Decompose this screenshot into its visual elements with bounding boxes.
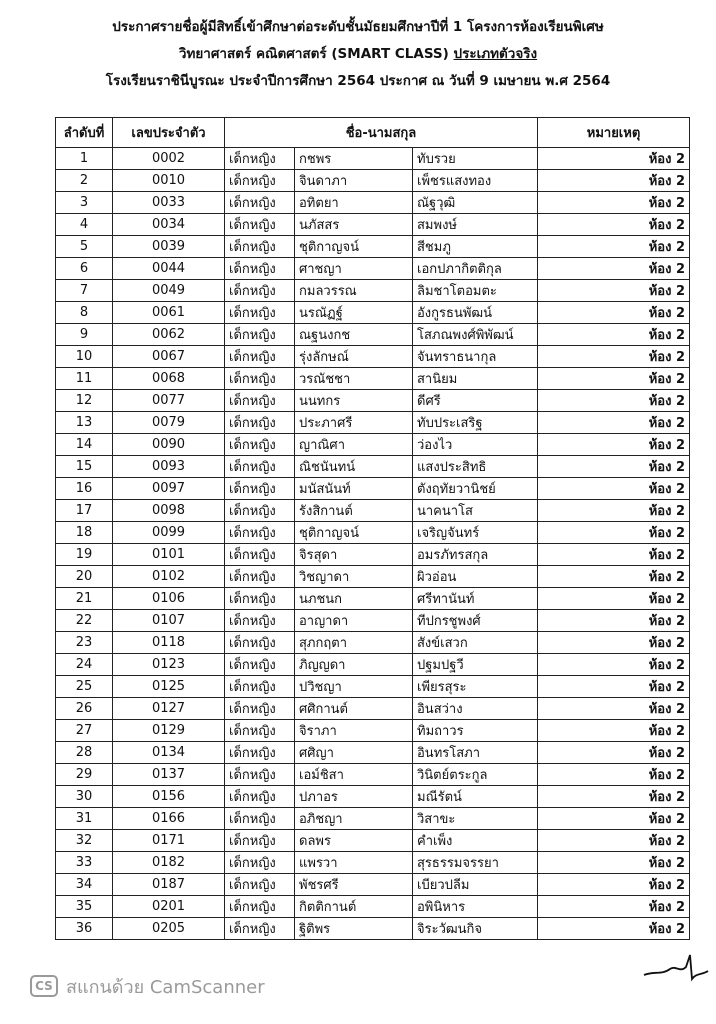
cell-student-id: 0101 — [113, 544, 225, 566]
cell-first-name: ณิชนันทน์ — [295, 456, 413, 478]
cell-last-name: โสภณพงศ์พิพัฒน์ — [413, 324, 538, 346]
cell-first-name: นรณัฏฐ์ — [295, 302, 413, 324]
cell-last-name: เอกปภากิตติกุล — [413, 258, 538, 280]
cell-title-prefix: เด็กหญิง — [225, 412, 295, 434]
cell-title-prefix: เด็กหญิง — [225, 896, 295, 918]
table-row — [56, 566, 690, 588]
cell-student-id: 0062 — [113, 324, 225, 346]
cell-remark: ห้อง 2 — [538, 786, 690, 808]
cell-remark: ห้อง 2 — [538, 742, 690, 764]
cell-student-id: 0205 — [113, 918, 225, 940]
cell-first-name: ปภาอร — [295, 786, 413, 808]
cell-last-name: นาคนาโส — [413, 500, 538, 522]
cell-title-prefix: เด็กหญิง — [225, 654, 295, 676]
cell-title-prefix: เด็กหญิง — [225, 588, 295, 610]
cell-title-prefix: เด็กหญิง — [225, 522, 295, 544]
cell-remark: ห้อง 2 — [538, 852, 690, 874]
cell-title-prefix: เด็กหญิง — [225, 742, 295, 764]
cell-first-name: มนัสนันท์ — [295, 478, 413, 500]
table-row — [56, 544, 690, 566]
table-row — [56, 324, 690, 346]
cell-student-id: 0134 — [113, 742, 225, 764]
cell-remark: ห้อง 2 — [538, 522, 690, 544]
cell-order-number: 34 — [56, 874, 113, 896]
cell-student-id: 0098 — [113, 500, 225, 522]
cell-title-prefix: เด็กหญิง — [225, 786, 295, 808]
document-header — [0, 14, 716, 95]
cell-order-number: 36 — [56, 918, 113, 940]
cell-last-name: ตังฤทัยวานิชย์ — [413, 478, 538, 500]
cell-title-prefix: เด็กหญิง — [225, 478, 295, 500]
cell-remark: ห้อง 2 — [538, 632, 690, 654]
cell-last-name: ทับประเสริฐ — [413, 412, 538, 434]
cell-order-number: 9 — [56, 324, 113, 346]
cell-order-number: 15 — [56, 456, 113, 478]
table-row — [56, 742, 690, 764]
cell-student-id: 0171 — [113, 830, 225, 852]
cell-order-number: 14 — [56, 434, 113, 456]
cell-student-id: 0039 — [113, 236, 225, 258]
cell-last-name: สมพงษ์ — [413, 214, 538, 236]
cell-remark: ห้อง 2 — [538, 588, 690, 610]
table-row — [56, 214, 690, 236]
cell-last-name: สีชมภู — [413, 236, 538, 258]
table-row — [56, 588, 690, 610]
cell-order-number: 27 — [56, 720, 113, 742]
cell-remark: ห้อง 2 — [538, 830, 690, 852]
table-row — [56, 456, 690, 478]
cell-remark: ห้อง 2 — [538, 192, 690, 214]
cell-last-name: อพินิหาร — [413, 896, 538, 918]
cell-last-name: สุรธรรมจรรยา — [413, 852, 538, 874]
table-row — [56, 170, 690, 192]
cell-order-number: 19 — [56, 544, 113, 566]
cell-last-name: มณีรัตน์ — [413, 786, 538, 808]
cell-title-prefix: เด็กหญิง — [225, 346, 295, 368]
cell-first-name: พัชรศรี — [295, 874, 413, 896]
cell-order-number: 25 — [56, 676, 113, 698]
cell-first-name: ประภาศรี — [295, 412, 413, 434]
cell-title-prefix: เด็กหญิง — [225, 544, 295, 566]
cell-first-name: ศศิญา — [295, 742, 413, 764]
cell-last-name: ทิมถาวร — [413, 720, 538, 742]
table-row — [56, 412, 690, 434]
cell-remark: ห้อง 2 — [538, 500, 690, 522]
cell-remark: ห้อง 2 — [538, 302, 690, 324]
cell-last-name: ปฐมปฐวี — [413, 654, 538, 676]
cell-first-name: อทิตยา — [295, 192, 413, 214]
cell-student-id: 0123 — [113, 654, 225, 676]
cell-last-name: อังกูรธนพัฒน์ — [413, 302, 538, 324]
cell-remark: ห้อง 2 — [538, 918, 690, 940]
cell-order-number: 29 — [56, 764, 113, 786]
cell-first-name: เอม์ชิสา — [295, 764, 413, 786]
cell-remark: ห้อง 2 — [538, 544, 690, 566]
cell-last-name: ผิวอ่อน — [413, 566, 538, 588]
cell-first-name: จินดาภา — [295, 170, 413, 192]
cell-remark: ห้อง 2 — [538, 456, 690, 478]
cell-student-id: 0107 — [113, 610, 225, 632]
table-row — [56, 148, 690, 170]
cell-student-id: 0129 — [113, 720, 225, 742]
cell-last-name: จิระวัฒนกิจ — [413, 918, 538, 940]
cell-order-number: 10 — [56, 346, 113, 368]
cell-order-number: 4 — [56, 214, 113, 236]
cell-student-id: 0127 — [113, 698, 225, 720]
cell-student-id: 0002 — [113, 148, 225, 170]
cell-title-prefix: เด็กหญิง — [225, 610, 295, 632]
cell-order-number: 23 — [56, 632, 113, 654]
category-label: ประเภทตัวจริง — [453, 46, 538, 62]
cell-first-name: อาญาดา — [295, 610, 413, 632]
cell-title-prefix: เด็กหญิง — [225, 258, 295, 280]
cell-title-prefix: เด็กหญิง — [225, 302, 295, 324]
cell-title-prefix: เด็กหญิง — [225, 324, 295, 346]
cell-last-name: ณัฐวุฒิ — [413, 192, 538, 214]
cell-first-name: ภิญญดา — [295, 654, 413, 676]
table-row — [56, 764, 690, 786]
cell-order-number: 32 — [56, 830, 113, 852]
cell-first-name: นภัสสร — [295, 214, 413, 236]
program-name: วิทยาศาสตร์ คณิตศาสตร์ (SMART CLASS) — [178, 46, 454, 62]
table-row — [56, 434, 690, 456]
cell-first-name: ชุติกาญจน์ — [295, 522, 413, 544]
cell-order-number: 35 — [56, 896, 113, 918]
cell-first-name: รังสิกานต์ — [295, 500, 413, 522]
cell-student-id: 0102 — [113, 566, 225, 588]
cell-student-id: 0093 — [113, 456, 225, 478]
cell-student-id: 0201 — [113, 896, 225, 918]
table-row — [56, 830, 690, 852]
cell-first-name: จิรสุดา — [295, 544, 413, 566]
cell-remark: ห้อง 2 — [538, 874, 690, 896]
cell-remark: ห้อง 2 — [538, 896, 690, 918]
cell-last-name: เบียวปลีม — [413, 874, 538, 896]
cell-remark: ห้อง 2 — [538, 368, 690, 390]
table-row — [56, 654, 690, 676]
cell-title-prefix: เด็กหญิง — [225, 632, 295, 654]
cell-last-name: สานิยม — [413, 368, 538, 390]
cell-remark: ห้อง 2 — [538, 170, 690, 192]
cell-last-name: อินทรโสภา — [413, 742, 538, 764]
cell-order-number: 5 — [56, 236, 113, 258]
cell-remark: ห้อง 2 — [538, 654, 690, 676]
table-row — [56, 368, 690, 390]
table-row — [56, 280, 690, 302]
cell-remark: ห้อง 2 — [538, 764, 690, 786]
cell-order-number: 26 — [56, 698, 113, 720]
cell-remark: ห้อง 2 — [538, 390, 690, 412]
cell-order-number: 3 — [56, 192, 113, 214]
cell-order-number: 24 — [56, 654, 113, 676]
cell-remark: ห้อง 2 — [538, 610, 690, 632]
cell-title-prefix: เด็กหญิง — [225, 390, 295, 412]
cell-last-name: เพียรสุระ — [413, 676, 538, 698]
table-row — [56, 852, 690, 874]
cell-order-number: 21 — [56, 588, 113, 610]
cell-last-name: ดีศรี — [413, 390, 538, 412]
cell-student-id: 0077 — [113, 390, 225, 412]
table-row — [56, 390, 690, 412]
cell-student-id: 0166 — [113, 808, 225, 830]
cell-remark: ห้อง 2 — [538, 698, 690, 720]
cell-last-name: จันทราธนากุล — [413, 346, 538, 368]
cell-first-name: แพรวา — [295, 852, 413, 874]
cell-last-name: แสงประสิทธิ — [413, 456, 538, 478]
cell-student-id: 0049 — [113, 280, 225, 302]
cell-first-name: ดลพร — [295, 830, 413, 852]
cell-first-name: นนทกร — [295, 390, 413, 412]
cell-remark: ห้อง 2 — [538, 258, 690, 280]
cell-order-number: 31 — [56, 808, 113, 830]
table-row — [56, 500, 690, 522]
table-row — [56, 610, 690, 632]
cell-student-id: 0079 — [113, 412, 225, 434]
cell-last-name: วิสาขะ — [413, 808, 538, 830]
table-row — [56, 632, 690, 654]
cell-remark: ห้อง 2 — [538, 676, 690, 698]
announcement-title: ประกาศรายชื่อผู้มีสิทธิ์เข้าศึกษาต่อระดับชั้นมัธยมศึกษาปีที่ 1 โครงการห้องเรียนพิเศษ — [112, 19, 604, 35]
table-row — [56, 896, 690, 918]
cell-student-id: 0118 — [113, 632, 225, 654]
table-row — [56, 346, 690, 368]
cell-first-name: ศาชญา — [295, 258, 413, 280]
cell-student-id: 0106 — [113, 588, 225, 610]
signature-mark — [640, 945, 710, 985]
cell-title-prefix: เด็กหญิง — [225, 192, 295, 214]
cell-order-number: 2 — [56, 170, 113, 192]
cell-title-prefix: เด็กหญิง — [225, 170, 295, 192]
cell-student-id: 0125 — [113, 676, 225, 698]
cell-order-number: 17 — [56, 500, 113, 522]
cell-title-prefix: เด็กหญิง — [225, 236, 295, 258]
cell-title-prefix: เด็กหญิง — [225, 874, 295, 896]
cell-title-prefix: เด็กหญิง — [225, 764, 295, 786]
cell-remark: ห้อง 2 — [538, 346, 690, 368]
cell-last-name: สังข์เสวก — [413, 632, 538, 654]
cell-order-number: 16 — [56, 478, 113, 500]
cell-title-prefix: เด็กหญิง — [225, 918, 295, 940]
column-header-remark: หมายเหตุ — [538, 118, 690, 148]
watermark-text: สแกนด้วย CamScanner — [66, 976, 265, 998]
cell-title-prefix: เด็กหญิง — [225, 500, 295, 522]
cell-first-name: ญาณิศา — [295, 434, 413, 456]
cell-student-id: 0156 — [113, 786, 225, 808]
cell-student-id: 0182 — [113, 852, 225, 874]
table-row — [56, 874, 690, 896]
cell-order-number: 30 — [56, 786, 113, 808]
cell-order-number: 18 — [56, 522, 113, 544]
program-line — [0, 41, 716, 68]
cell-order-number: 7 — [56, 280, 113, 302]
cell-title-prefix: เด็กหญิง — [225, 566, 295, 588]
cell-first-name: ศศิกานต์ — [295, 698, 413, 720]
cell-title-prefix: เด็กหญิง — [225, 456, 295, 478]
cell-remark: ห้อง 2 — [538, 412, 690, 434]
cell-first-name: วิชญาดา — [295, 566, 413, 588]
table-row — [56, 918, 690, 940]
cell-last-name: อมรภัทรสกุล — [413, 544, 538, 566]
cell-last-name: ทับรวย — [413, 148, 538, 170]
table-row — [56, 786, 690, 808]
cell-student-id: 0044 — [113, 258, 225, 280]
cell-first-name: กมลวรรณ — [295, 280, 413, 302]
cell-remark: ห้อง 2 — [538, 280, 690, 302]
cell-title-prefix: เด็กหญิง — [225, 698, 295, 720]
table-row — [56, 676, 690, 698]
cell-remark: ห้อง 2 — [538, 148, 690, 170]
cell-order-number: 12 — [56, 390, 113, 412]
student-roster-table — [55, 117, 690, 940]
cell-student-id: 0068 — [113, 368, 225, 390]
cell-title-prefix: เด็กหญิง — [225, 368, 295, 390]
table-body — [56, 148, 690, 940]
table-row — [56, 236, 690, 258]
cell-student-id: 0061 — [113, 302, 225, 324]
scanner-watermark — [30, 972, 265, 1000]
cell-student-id: 0090 — [113, 434, 225, 456]
cell-order-number: 1 — [56, 148, 113, 170]
cell-student-id: 0034 — [113, 214, 225, 236]
cell-remark: ห้อง 2 — [538, 236, 690, 258]
cell-remark: ห้อง 2 — [538, 214, 690, 236]
cell-title-prefix: เด็กหญิง — [225, 720, 295, 742]
camscanner-logo-icon: CS — [30, 975, 58, 997]
cell-first-name: สุภกฤตา — [295, 632, 413, 654]
cell-first-name: วรณัชชา — [295, 368, 413, 390]
cell-first-name: กิตติกานต์ — [295, 896, 413, 918]
cell-first-name: ชุติกาญจน์ — [295, 236, 413, 258]
table-header-row — [56, 118, 690, 148]
table-row — [56, 192, 690, 214]
cell-first-name: ฐิติพร — [295, 918, 413, 940]
cell-title-prefix: เด็กหญิง — [225, 852, 295, 874]
cell-last-name: ว่องไว — [413, 434, 538, 456]
cell-first-name: ปวิชญา — [295, 676, 413, 698]
cell-order-number: 11 — [56, 368, 113, 390]
cell-remark: ห้อง 2 — [538, 478, 690, 500]
cell-title-prefix: เด็กหญิง — [225, 434, 295, 456]
school-date-line: โรงเรียนราชินีบูรณะ ประจำปีการศึกษา 2564 ประกาศ ณ วันที่ 9 เมษายน พ.ศ 2564 — [105, 73, 611, 89]
table-row — [56, 698, 690, 720]
cell-last-name: เจริญจันทร์ — [413, 522, 538, 544]
cell-title-prefix: เด็กหญิง — [225, 808, 295, 830]
table-row — [56, 720, 690, 742]
column-header-id: เลขประจำตัว — [113, 118, 225, 148]
cell-last-name: ทีปกรชูพงศ์ — [413, 610, 538, 632]
cell-order-number: 13 — [56, 412, 113, 434]
cell-title-prefix: เด็กหญิง — [225, 676, 295, 698]
cell-title-prefix: เด็กหญิง — [225, 214, 295, 236]
cell-last-name: ลิมชาโตอมตะ — [413, 280, 538, 302]
cell-first-name: กชพร — [295, 148, 413, 170]
cell-last-name: คำเพ็ง — [413, 830, 538, 852]
column-header-no: ลำดับที่ — [56, 118, 113, 148]
table-row — [56, 522, 690, 544]
cell-order-number: 33 — [56, 852, 113, 874]
cell-student-id: 0187 — [113, 874, 225, 896]
cell-first-name: ณฐนงกช — [295, 324, 413, 346]
cell-student-id: 0033 — [113, 192, 225, 214]
cell-remark: ห้อง 2 — [538, 808, 690, 830]
table-row — [56, 808, 690, 830]
table-row — [56, 302, 690, 324]
table-row — [56, 258, 690, 280]
cell-order-number: 22 — [56, 610, 113, 632]
cell-remark: ห้อง 2 — [538, 434, 690, 456]
cell-remark: ห้อง 2 — [538, 720, 690, 742]
cell-first-name: นภชนก — [295, 588, 413, 610]
cell-order-number: 6 — [56, 258, 113, 280]
cell-title-prefix: เด็กหญิง — [225, 280, 295, 302]
cell-student-id: 0137 — [113, 764, 225, 786]
cell-order-number: 28 — [56, 742, 113, 764]
cell-last-name: เพ็ชรแสงทอง — [413, 170, 538, 192]
cell-first-name: รุ่งลักษณ์ — [295, 346, 413, 368]
cell-remark: ห้อง 2 — [538, 324, 690, 346]
table-row — [56, 478, 690, 500]
cell-order-number: 8 — [56, 302, 113, 324]
cell-last-name: วินิตย์ตระกูล — [413, 764, 538, 786]
cell-first-name: อภิชญา — [295, 808, 413, 830]
column-header-name: ชื่อ-นามสกุล — [225, 118, 538, 148]
cell-title-prefix: เด็กหญิง — [225, 148, 295, 170]
cell-title-prefix: เด็กหญิง — [225, 830, 295, 852]
cell-last-name: ศรีทานันท์ — [413, 588, 538, 610]
cell-student-id: 0097 — [113, 478, 225, 500]
cell-student-id: 0067 — [113, 346, 225, 368]
cell-first-name: จิราภา — [295, 720, 413, 742]
cell-last-name: อินสว่าง — [413, 698, 538, 720]
cell-student-id: 0099 — [113, 522, 225, 544]
cell-remark: ห้อง 2 — [538, 566, 690, 588]
cell-student-id: 0010 — [113, 170, 225, 192]
cell-order-number: 20 — [56, 566, 113, 588]
